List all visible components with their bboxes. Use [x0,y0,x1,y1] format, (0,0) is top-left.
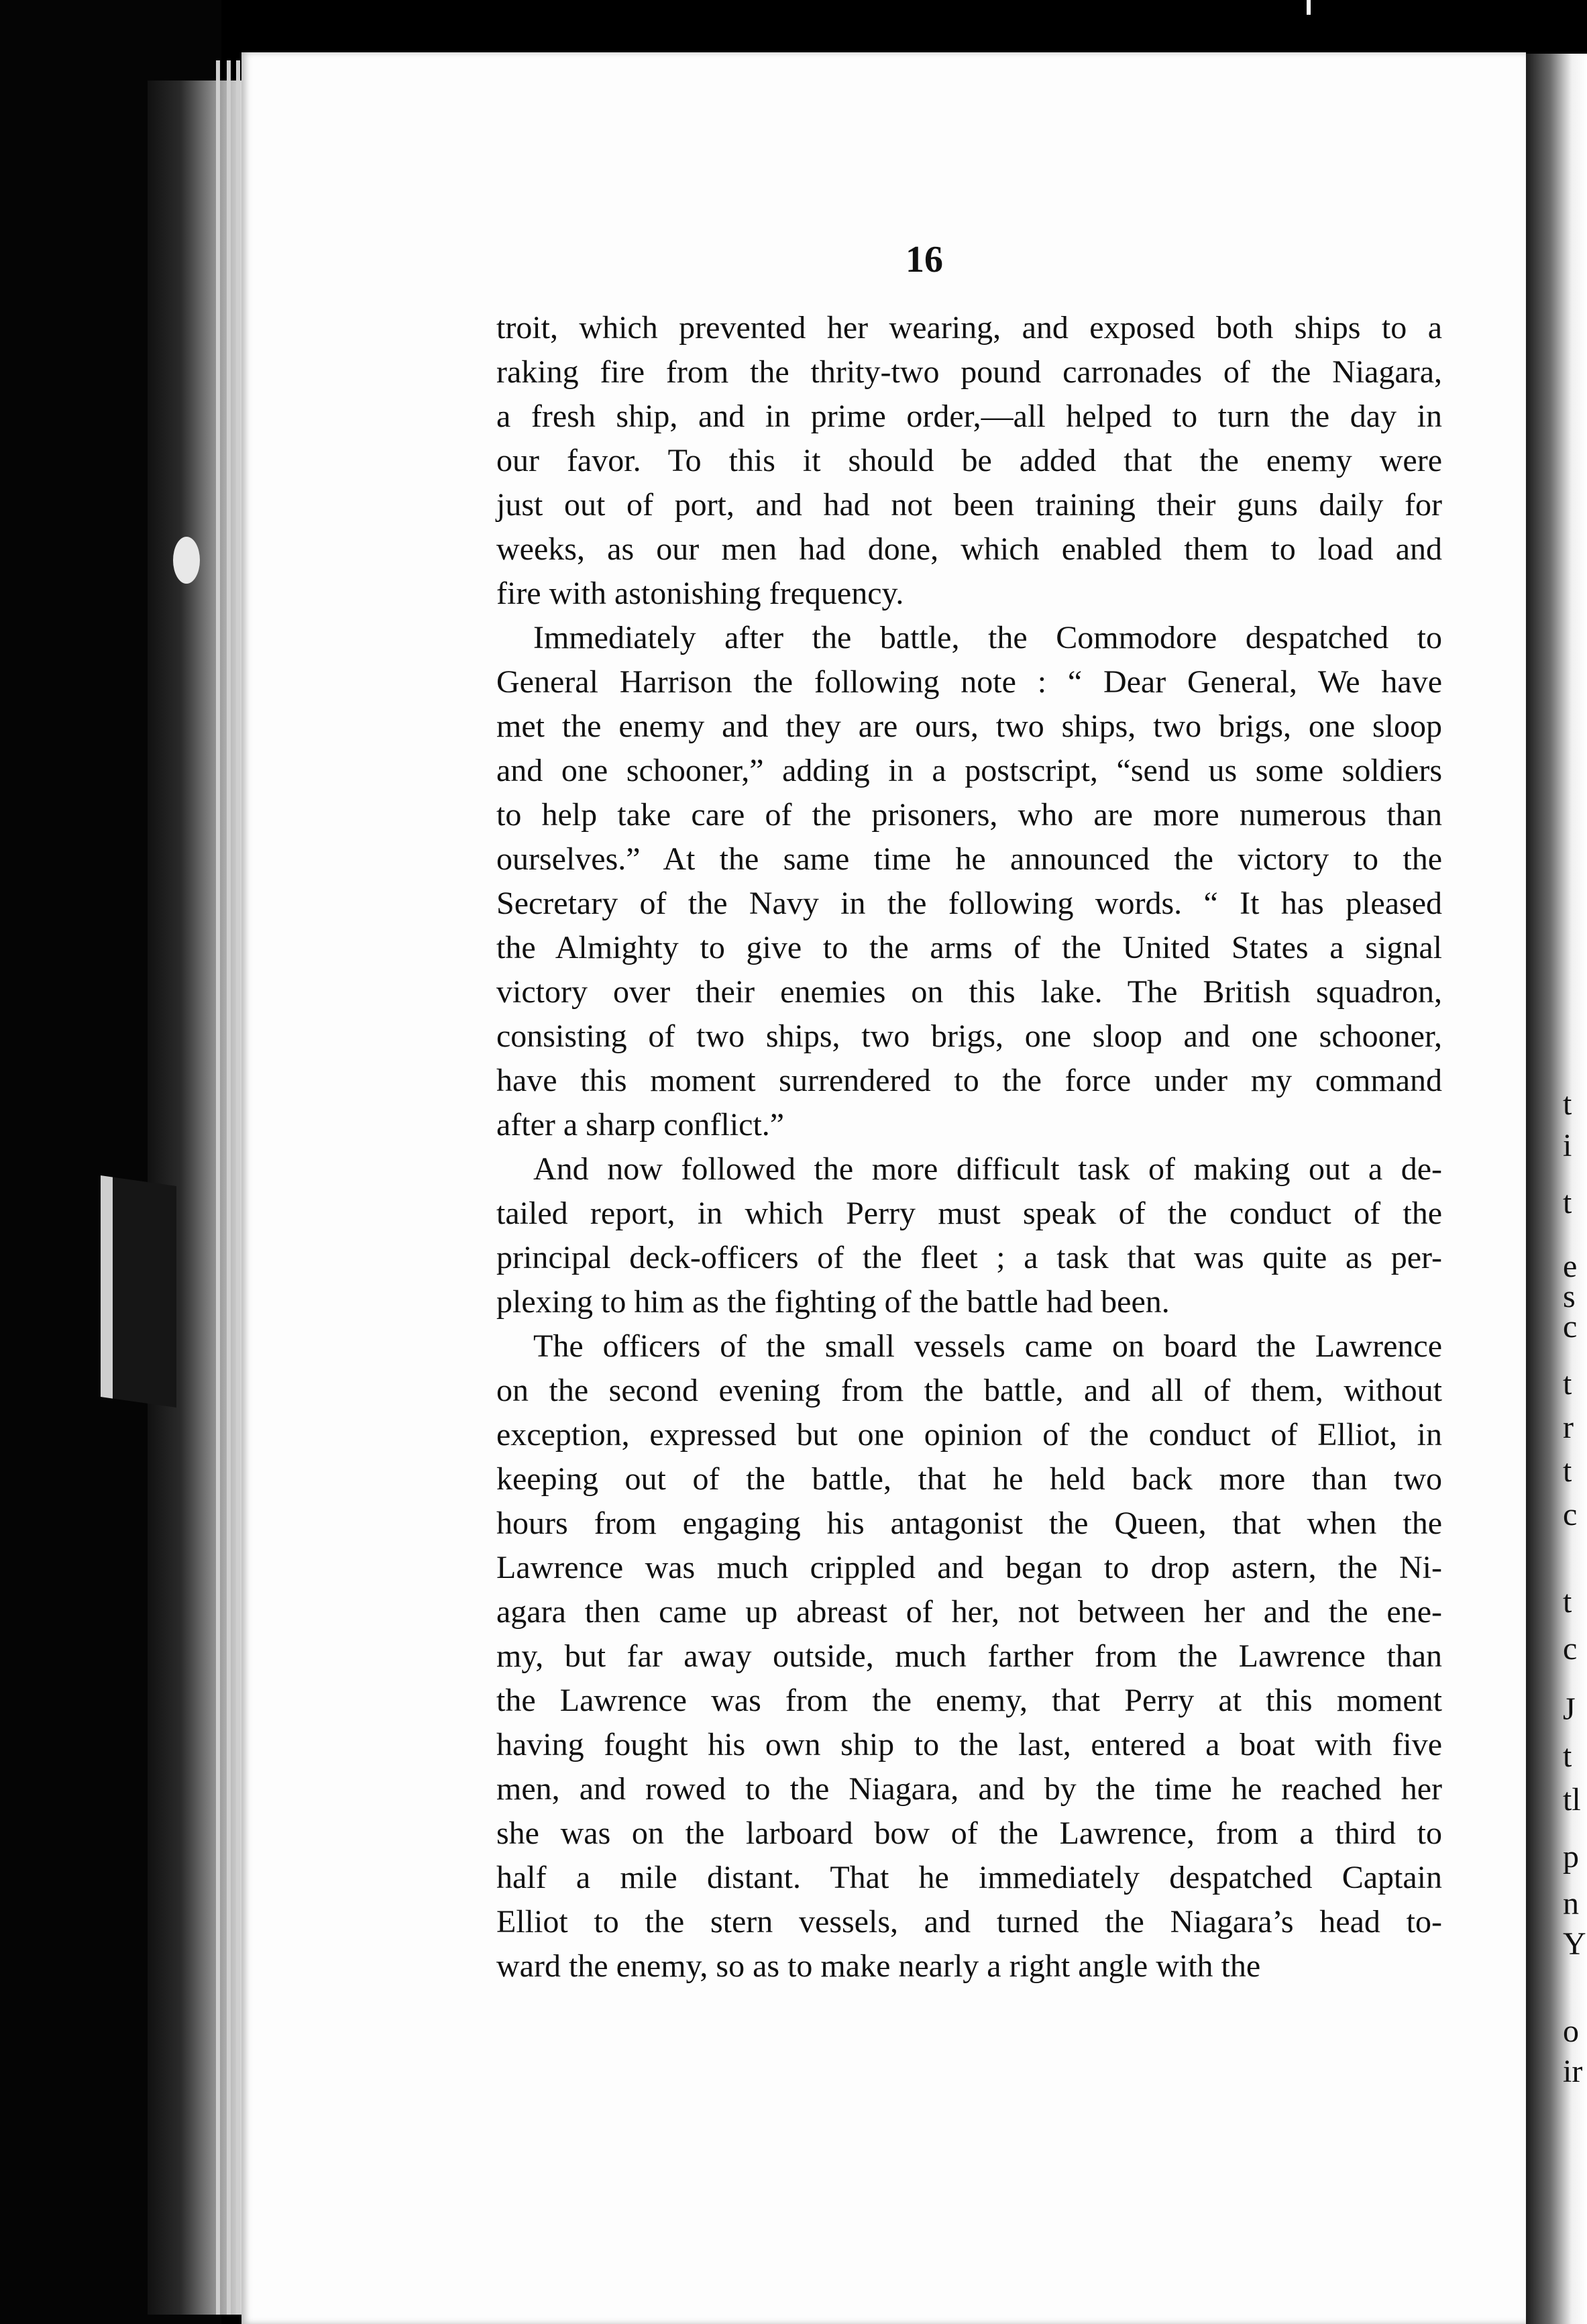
adjacent-page-letter: p [1563,1839,1579,1874]
text-line: troit, which prevented her wearing, and exposed both ships to a [496,310,1442,346]
margin-smudge [101,1175,176,1408]
text-line: Secretary of the Navy in the following words. “ It has pleased [496,886,1442,921]
text-line: my, but far away outside, much farther from the Lawrence than [496,1638,1442,1674]
adjacent-page-letter: t [1563,1086,1572,1122]
page-edge-line [227,60,231,2315]
text-line: keeping out of the battle, that he held back more than two [496,1461,1442,1497]
text-line: weeks, as our men had done, which enabled them to load and [496,531,1442,567]
adjacent-page-letter: tl [1563,1782,1581,1817]
text-line: And now followed the more difficult task of making out a de- [533,1151,1442,1187]
text-line: principal deck-officers of the fleet ; a task that was quite as per- [496,1240,1442,1275]
adjacent-page-letter: c [1563,1631,1578,1667]
text-line: the Almighty to give to the arms of the United States a signal [496,930,1442,965]
page-edge-line [236,60,240,2315]
adjacent-page-letter: ir [1563,2054,1583,2089]
text-line: met the enemy and they are ours, two ships, two brigs, one sloop [496,708,1442,744]
text-line: General Harrison the following note : “ Dear General, We have [496,664,1442,700]
text-line: agara then came up abreast of her, not between her and the ene- [496,1594,1442,1630]
text-line: exception, expressed but one opinion of the conduct of Elliot, in [496,1417,1442,1452]
margin-spot [173,537,200,584]
text-line: ourselves.” At the same time he announced the victory to the [496,841,1442,877]
text-line: having fought his own ship to the last, entered a boat with five [496,1727,1442,1762]
text-line: half a mile distant. That he immediately despatched Captain [496,1860,1442,1895]
adjacent-page-letter: c [1563,1497,1578,1532]
text-line: tailed report, in which Perry must speak of the conduct of the [496,1196,1442,1231]
body-text [496,306,1442,1989]
adjacent-page-letter: c [1563,1309,1578,1344]
text-line: she was on the larboard bow of the Lawrence, from a third to [496,1815,1442,1851]
text-line: fire with astonishing frequency. [496,576,904,611]
adjacent-page-letter: t [1563,1584,1572,1620]
adjacent-page-letter: t [1563,1738,1572,1774]
text-line: to help take care of the prisoners, who are more numerous than [496,797,1442,833]
adjacent-page-letter: t [1563,1453,1572,1489]
page-number: 16 [906,239,943,280]
adjacent-page-letter: e [1563,1249,1578,1284]
adjacent-page-letter: t [1563,1185,1572,1220]
text-line: the Lawrence was from the enemy, that Perry at this moment [496,1683,1442,1718]
adjacent-page-letter: J [1563,1691,1576,1727]
text-line: The officers of the small vessels came on board the Lawrence [533,1328,1442,1364]
text-line: and one schooner,” adding in a postscript, “send us some soldiers [496,753,1442,788]
page-edge-line [216,60,220,2315]
text-line: Elliot to the stern vessels, and turned the Niagara’s head to- [496,1904,1442,1940]
adjacent-page-fragments [1555,0,1587,2324]
text-line: ward the enemy, so as to make nearly a right angle with the [496,1948,1261,1984]
text-line: a fresh ship, and in prime order,—all helped to turn the day in [496,399,1442,434]
text-line: men, and rowed to the Niagara, and by the time he reached her [496,1771,1442,1807]
text-line: our favor. To this it should be added that the enemy were [496,443,1442,478]
text-line: just out of port, and had not been training their guns daily for [496,487,1442,523]
adjacent-page-letter: o [1563,2013,1579,2049]
adjacent-page-letter: Y [1563,1926,1586,1962]
scan-top-mark [1307,0,1311,15]
text-line: Lawrence was much crippled and began to drop astern, the Ni- [496,1550,1442,1585]
adjacent-page-letter: n [1563,1886,1579,1921]
adjacent-page-letter: r [1563,1410,1574,1445]
text-line: after a sharp conflict.” [496,1107,785,1143]
text-line: raking fire from the thrity-two pound carronades of the Niagara, [496,354,1442,390]
text-line: plexing to him as the fighting of the battle had been. [496,1284,1170,1320]
text-line: victory over their enemies on this lake. The British squadron, [496,974,1442,1010]
text-line: consisting of two ships, two brigs, one sloop and one schooner, [496,1018,1442,1054]
adjacent-page-letter: s [1563,1279,1576,1314]
adjacent-page-letter: t [1563,1366,1572,1402]
text-line: Immediately after the battle, the Commodore despatched to [533,620,1442,655]
adjacent-page-letter: i [1563,1128,1572,1163]
text-line: on the second evening from the battle, and all of them, without [496,1373,1442,1408]
text-line: hours from engaging his antagonist the Queen, that when the [496,1506,1442,1541]
text-line: have this moment surrendered to the force under my command [496,1063,1442,1098]
